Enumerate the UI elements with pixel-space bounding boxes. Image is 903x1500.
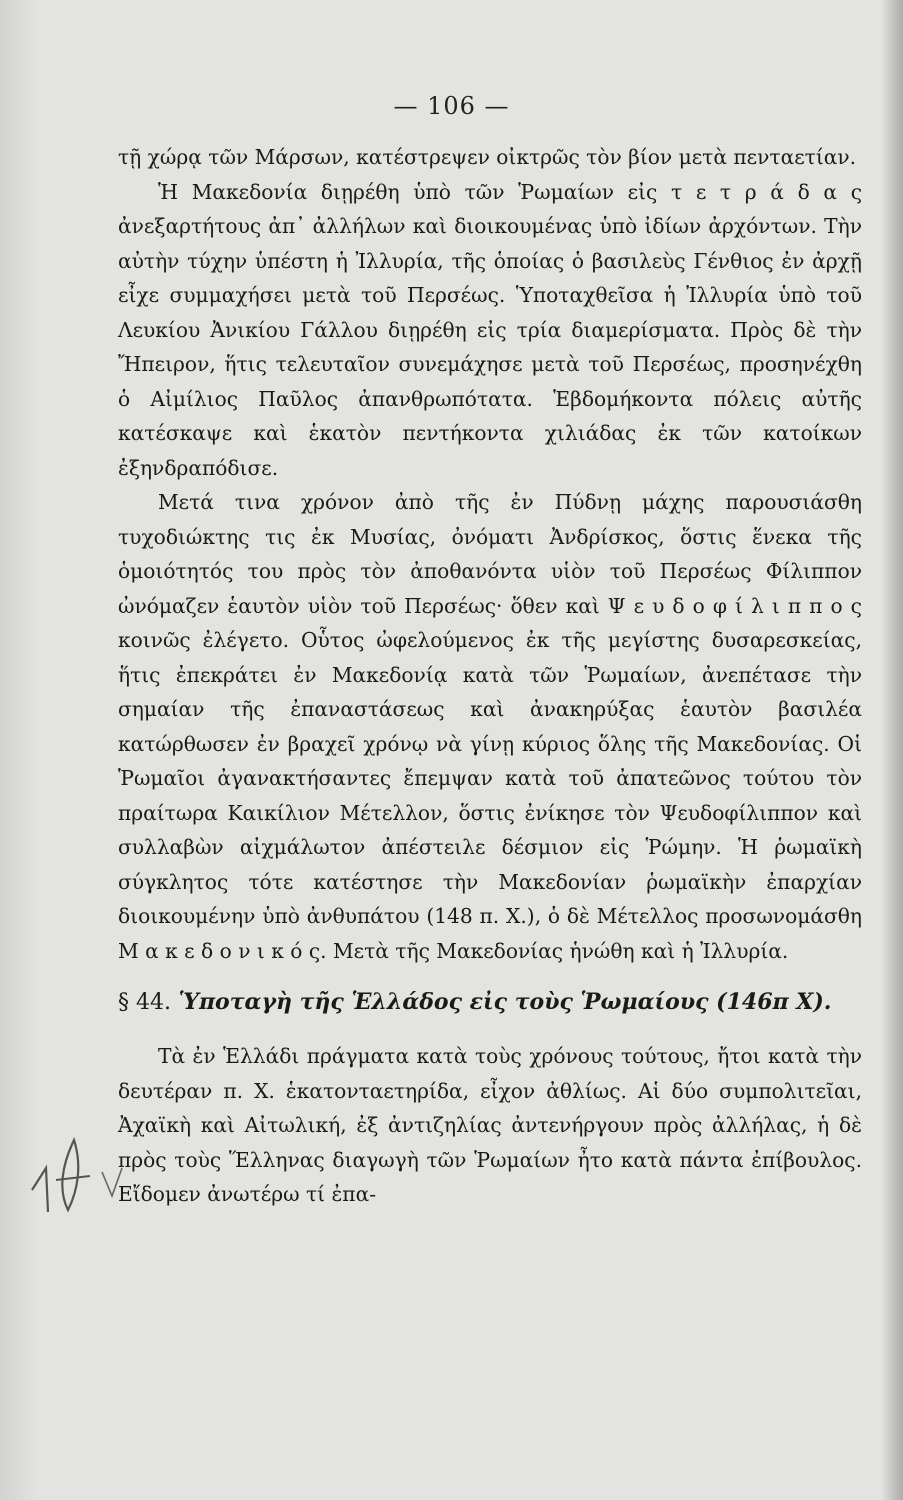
handwritten-margin-mark bbox=[22, 1120, 132, 1220]
paragraph-4: Τὰ ἐν Ἑλλάδι πράγματα κατὰ τοὺς χρόνους τούτους, ἤτοι κατὰ τὴν δευτέραν π. Χ. ἑκατονταετηρίδα, εἶχον ἀθλίως. Αἱ δύο συμπολιτεῖαι, Ἀχαϊκὴ καὶ Αἰτωλική, ἐξ ἀντιζηλίας ἀντενήργουν πρὸς ἀλλήλας, ἡ δὲ πρὸς τοὺς Ἕλληνας διαγωγὴ τῶν Ῥωμαίων ἦτο κατὰ πάντα ἐπίβουλος. Εἴδομεν ἀνωτέρω τί ἐπα- bbox=[118, 1044, 862, 1206]
body-text bbox=[118, 140, 862, 1212]
pencil-scribble-icon bbox=[22, 1120, 132, 1220]
section-heading bbox=[118, 986, 862, 1019]
paragraph-3: Μετά τινα χρόνον ἀπὸ τῆς ἐν Πύδνῃ μάχης παρουσιάσθη τυχοδιώκτης τις ἐκ Μυσίας, ὀνόματι Ἀνδρίσκος, ὅστις ἕνεκα τῆς ὁμοιότητός του πρὸς τὸν ἀποθανόντα υἱὸν τοῦ Περσέως Φίλιππον ὠνόμαζεν ἑαυτὸν υἱὸν τοῦ Περσέως· ὅθεν καὶ Ψ ε υ δ ο φ ί λ ι π π ο ς κοινῶς ἐλέγετο. Οὗτος ὠφελούμενος ἐκ τῆς μεγίστης δυσαρεσκείας, ἥτις ἐπεκράτει ἐν Μακεδονίᾳ κατὰ τῶν Ῥωμαίων, ἀνεπέτασε τὴν σημαίαν τῆς ἐπαναστάσεως καὶ ἀνακηρύξας ἑαυτὸν βασιλέα κατώρθωσεν ἐν βραχεῖ χρόνῳ νὰ γίνῃ κύριος ὅλης τῆς Μακεδονίας. Οἱ Ῥωμαῖοι ἀγανακτήσαντες ἔπεμψαν κατὰ τοῦ ἀπατεῶνος τούτου τὸν πραίτωρα Καικίλιον Μέτελλον, ὅστις ἐνίκησε τὸν Ψευδοφίλιππον καὶ συλλαβὼν αἰχμάλωτον ἀπέστειλε δέσμιον εἰς Ῥώμην. Ἡ ῥωμαϊκὴ σύγκλητος τότε κατέστησε τὴν Μακεδονίαν ῥωμαϊκὴν ἐπαρχίαν διοικουμένην ὑπὸ ἀνθυπάτου (148 π. Χ.), ὁ δὲ Μέτελλος προσωνομάσθη Μ α κ ε δ ο ν ι κ ό ς. Μετὰ τῆς Μακεδονίας ἡνώθη καὶ ἡ Ἰλλυρία. bbox=[118, 490, 862, 963]
section-title: Ὑποταγὴ τῆς Ἑλλάδος εἰς τοὺς Ῥωμαίους (146π Χ). bbox=[178, 989, 832, 1015]
page-shadow-left bbox=[0, 0, 40, 1500]
page-number: — 106 — bbox=[393, 92, 510, 120]
page-edge-shadow bbox=[881, 0, 903, 1500]
paragraph-2: Ἡ Μακεδονία διῃρέθη ὑπὸ τῶν Ῥωμαίων εἰς τ ε τ ρ ά δ α ς ἀνεξαρτήτους ἀπ᾽ ἀλλήλων καὶ διοικουμένας ὑπὸ ἰδίων ἀρχόντων. Τὴν αὐτὴν τύχην ὑπέστη ἡ Ἰλλυρία, τῆς ὁποίας ὁ βασιλεὺς Γένθιος ἐν ἀρχῇ εἶχε συμμαχήσει μετὰ τοῦ Περσέως. Ὑποταχθεῖσα ἡ Ἰλλυρία ὑπὸ τοῦ Λευκίου Ἀνικίου Γάλλου διῃρέθη εἰς τρία διαμερίσματα. Πρὸς δὲ τὴν Ἤπειρον, ἥτις τελευταῖον συνεμάχησε μετὰ τοῦ Περσέως, προσηνέχθη ὁ Αἰμίλιος Παῦλος ἀπανθρωπότατα. Ἑβδομήκοντα πόλεις αὐτῆς κατέσκαψε καὶ ἑκατὸν πεντήκοντα χιλιάδας ἐκ τῶν κατοίκων ἐξηνδραπόδισε. bbox=[118, 179, 862, 480]
section-symbol: § 44. bbox=[118, 990, 171, 1015]
paragraph-1: τῇ χώρᾳ τῶν Μάρσων, κατέστρεψεν οἰκτρῶς τὸν βίον μετὰ πενταετίαν. bbox=[118, 145, 857, 169]
